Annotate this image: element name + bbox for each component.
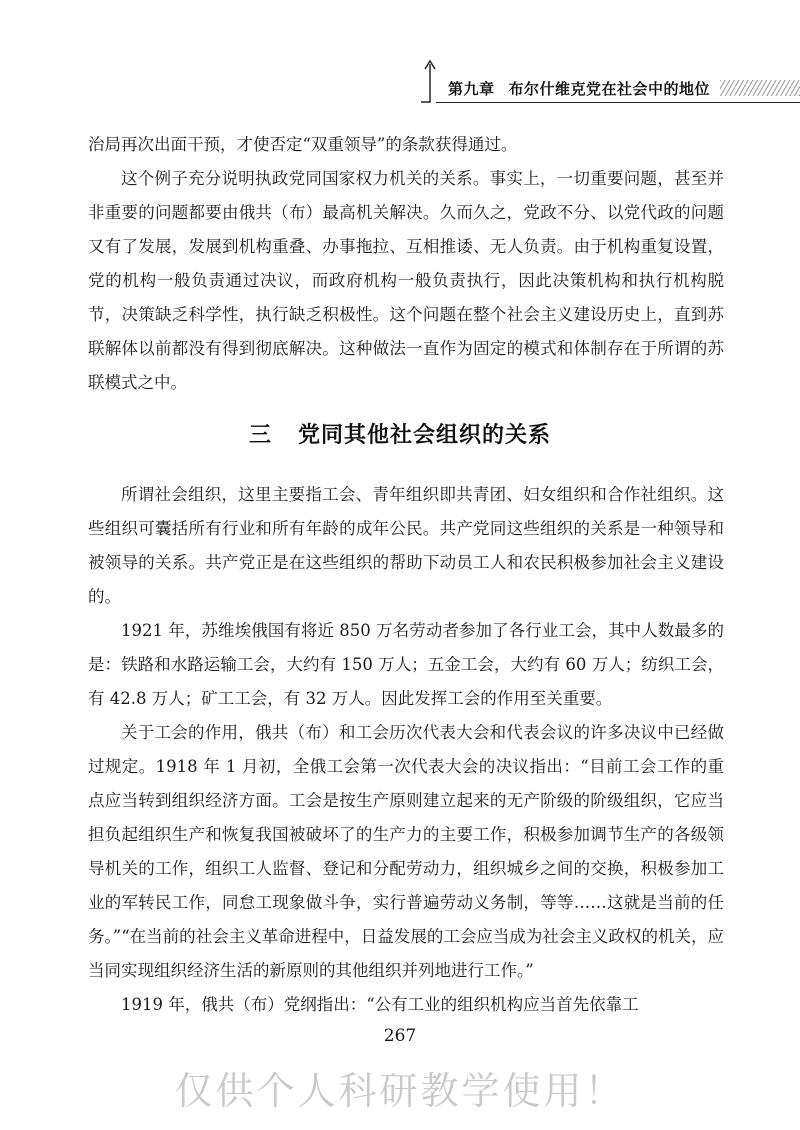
section-title: 党同其他社会组织的关系 bbox=[298, 423, 552, 448]
header-rule bbox=[436, 102, 800, 103]
paragraph: 1919 年，俄共（布）党纲指出：“公有工业的组织机构应当首先依靠工 bbox=[121, 995, 639, 1014]
chapter-title: 布尔什维克党在社会中的地位 bbox=[508, 80, 711, 98]
page-number: 267 bbox=[383, 1026, 417, 1046]
running-header bbox=[418, 58, 800, 104]
paragraph: 这个例子充分说明执政党同国家权力机关的关系。事实上，一切重要问题，甚至并非重要的问题都要由俄共（布）最高机关解决。久而久之，党政不分、以党代政的问题又有了发展，发展到机构重叠、办事拖拉、互相推诿、无人负责。由于机构重复设置，党的机构一般负责通过决议，而政府机构一般负责执行，因此决策机构和执行机构脱节，决策缺乏科学性，执行缺乏积极性。这个问题在整个社会主义建设历史上，直到苏联解体以前都没有得到彻底解决。这种做法一直作为固定的模式和体制存在于所谓的苏联模式之中。 bbox=[88, 169, 724, 392]
chapter-label: 第九章 bbox=[448, 80, 495, 98]
body-text-bottom bbox=[88, 478, 724, 1022]
paragraph: 治局再次出面干预，才使否定“双重领导”的条款获得通过。 bbox=[88, 135, 518, 154]
watermark-text: 仅供个人科研教学使用！ bbox=[174, 1069, 626, 1113]
section-number: 三 bbox=[248, 423, 272, 448]
up-arrow-icon bbox=[418, 58, 438, 104]
paragraph: 所谓社会组织，这里主要指工会、青年组织即共青团、妇女组织和合作社组织。这些组织可囊括所有行业和所有年龄的成年公民。共产党同这些组织的关系是一种领导和被领导的关系。共产党正是在这些组织的帮助下动员工人和农民积极参加社会主义建设的。 bbox=[88, 485, 724, 606]
paragraph: 1921 年，苏维埃俄国有将近 850 万名劳动者参加了各行业工会，其中人数最多的是：铁路和水路运输工会，大约有 150 万人；五金工会，大约有 60 万人；纺织工会，有 42.8 万人；矿工工会，有 32 万人。因此发挥工会的作用至关重要。 bbox=[88, 621, 724, 708]
section-heading bbox=[0, 418, 800, 449]
body-text-top bbox=[88, 128, 724, 400]
running-header-title bbox=[448, 78, 710, 99]
header-hatch-decoration bbox=[720, 80, 800, 96]
paragraph: 关于工会的作用，俄共（布）和工会历次代表大会和代表会议的许多决议中已经做过规定。1918 年 1 月初，全俄工会第一次代表大会的决议指出：“目前工会工作的重点应当转到组织经济方面。工会是按生产原则建立起来的无产阶级的阶级组织，它应当担负起组织生产和恢复我国被破坏了的生产力的主要工作，积极参加调节生产的各级领导机关的工作，组织工人监督、登记和分配劳动力，组织城乡之间的交换，积极参加工业的军转民工作，同怠工现象做斗争，实行普遍劳动义务制，等等……这就是当前的任务。”“在当前的社会主义革命进程中，日益发展的工会应当成为社会主义政权的机关，应当同实现组织经济生活的新原则的其他组织并列地进行工作。” bbox=[88, 723, 724, 980]
